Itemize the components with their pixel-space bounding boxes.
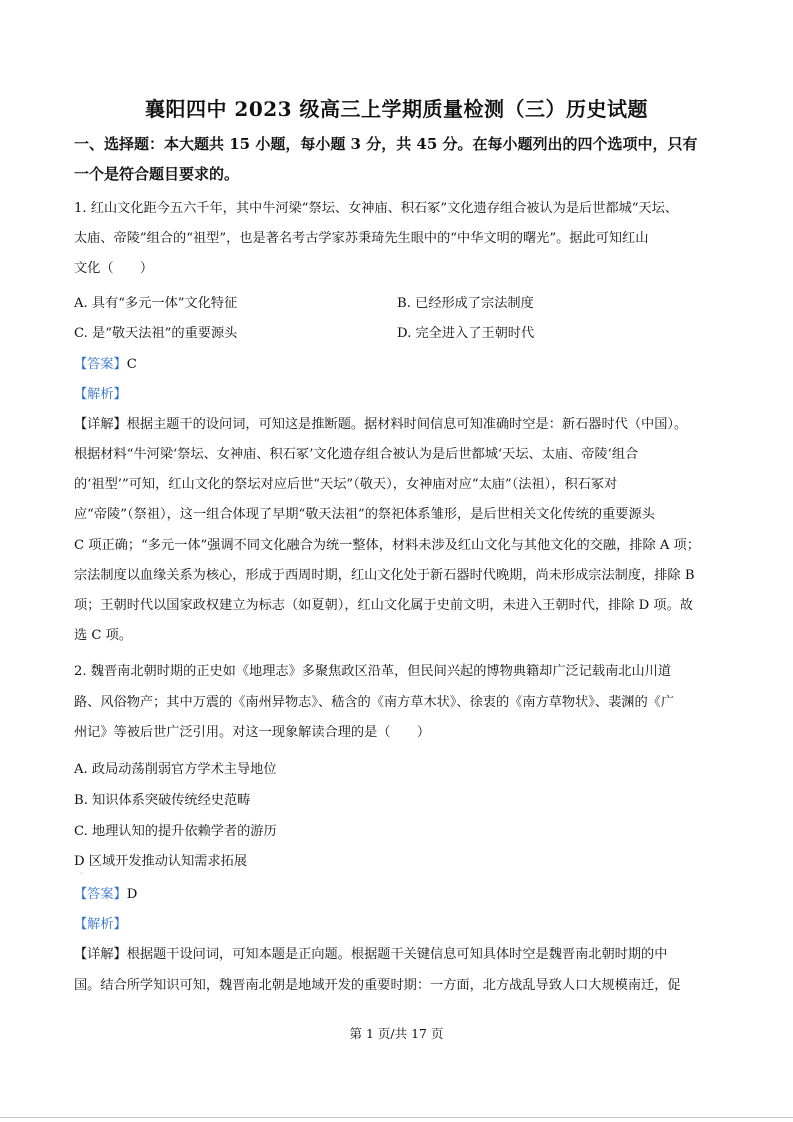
q1-answer bbox=[74, 350, 724, 380]
q1-detail-line-1 bbox=[74, 410, 724, 440]
q2-answer-label: 【答案】 bbox=[74, 887, 127, 902]
q1-option-a: A. 具有“多元一体”文化特征 bbox=[74, 296, 238, 311]
q2-option-a: A. 政局动荡削弱官方学术主导地位 bbox=[74, 762, 277, 777]
q2-detail-text-1: 根据题干设问词，可知本题是正向题。根据题干关键信息可知具体时空是魏晋南北朝时期的中 bbox=[126, 947, 668, 962]
q2-detail-line-1 bbox=[74, 940, 724, 970]
bottom-divider bbox=[0, 1117, 793, 1118]
q1-detail-line-3: 的‘祖型’”可知，红山文化的祭坛对应后世“天坛”（敬天），女神庙对应“太庙”（法祖），积石冢对 bbox=[74, 477, 618, 492]
q1-stem-line-1: 1. 红山文化距今五六千年，其中牛河梁“祭坛、女神庙、积石冢”文化遗存组合被认为是后世都城“天坛、 bbox=[74, 201, 679, 216]
q2-detail-line-2: 国。结合所学知识可知，魏晋南北朝是地域开发的重要时期：一方面，北方战乱导致人口大规模南迁，促 bbox=[74, 978, 681, 993]
q2-detail-label: 【详解】 bbox=[74, 947, 127, 962]
q1-analysis-label: 【解析】 bbox=[74, 387, 127, 402]
q1-detail-line-5: C 项正确；“多元一体”强调不同文化融合为统一整体，材料未涉及红山文化与其他文化的交融，排除 A 项； bbox=[74, 538, 700, 553]
q1-detail-line-2: 根据材料“牛河梁‘祭坛、女神庙、积石冢’文化遗存组合被认为是后世都城‘天坛、太庙、帝陵’组合 bbox=[74, 447, 639, 462]
q2-option-d: D 区域开发推动认知需求拓展 bbox=[74, 854, 248, 869]
section-heading-line-2: 一个是符合题目要求的。 bbox=[74, 165, 240, 183]
page-footer: 第 1 页/共 17 页 bbox=[349, 1026, 444, 1041]
q1-detail-line-6: 宗法制度以血缘关系为核心，形成于西周时期，红山文化处于新石器时代晚期，尚未形成宗法制度，排除 B bbox=[74, 568, 695, 583]
q1-option-c: C. 是“敬天法祖”的重要源头 bbox=[74, 326, 238, 341]
q1-analysis bbox=[74, 380, 724, 410]
q2-stem-line-2: 路、风俗物产；其中万震的《南州异物志》、嵇含的《南方草木状》、徐衷的《南方草物状》、裴渊的《广 bbox=[74, 695, 675, 710]
q1-stem-line-3: 文化（ ） bbox=[74, 261, 154, 276]
q1-answer-value: C bbox=[126, 357, 137, 372]
q1-detail-text-1: 根据主题干的设问词，可知这是推断题。据材料时间信息可知准确时空是：新石器时代（中国）。 bbox=[126, 417, 688, 432]
q2-stem-line-1: 2. 魏晋南北朝时期的正史如《地理志》多聚焦政区沿革，但民间兴起的博物典籍却广泛记载南北山川道 bbox=[74, 664, 672, 679]
q2-answer bbox=[74, 880, 724, 910]
q1-option-b: B. 已经形成了宗法制度 bbox=[397, 296, 534, 311]
q2-answer-value: D bbox=[126, 887, 138, 902]
q1-option-d: D. 完全进入了王朝时代 bbox=[397, 326, 535, 341]
q2-option-b: B. 知识体系突破传统经史范畴 bbox=[74, 793, 251, 808]
scan-dot: · bbox=[80, 869, 83, 878]
q1-detail-line-7: 项；王朝时代以国家政权建立为标志（如夏朝），红山文化属于史前文明，未进入王朝时代，排除 D 项。故 bbox=[74, 598, 693, 613]
q1-detail-line-8: 选 C 项。 bbox=[74, 628, 133, 643]
q1-answer-label: 【答案】 bbox=[74, 357, 127, 372]
q1-detail-label: 【详解】 bbox=[74, 417, 127, 432]
section-heading-line-1: 一、选择题：本大题共 15 小题，每小题 3 分，共 45 分。在每小题列出的四个选项中，只有 bbox=[74, 135, 698, 153]
q2-stem-line-3: 州记》等被后世广泛引用。对这一现象解读合理的是（ ） bbox=[74, 725, 431, 740]
page-title: 襄阳四中 2023 级高三上学期质量检测（三）历史试题 bbox=[144, 97, 649, 121]
q1-stem-line-2: 太庙、帝陵”组合的“祖型”，也是著名考古学家苏秉琦先生眼中的“中华文明的曙光”。据此可知红山 bbox=[74, 231, 649, 246]
q2-option-c: C. 地理认知的提升依赖学者的游历 bbox=[74, 824, 277, 839]
q2-analysis bbox=[74, 910, 724, 940]
q1-detail-line-4: 应“帝陵”（祭祖），这一组合体现了早期“敬天法祖”的祭祀体系雏形，是后世相关文化传统的重要源头 bbox=[74, 507, 655, 522]
q2-analysis-label: 【解析】 bbox=[74, 917, 127, 932]
